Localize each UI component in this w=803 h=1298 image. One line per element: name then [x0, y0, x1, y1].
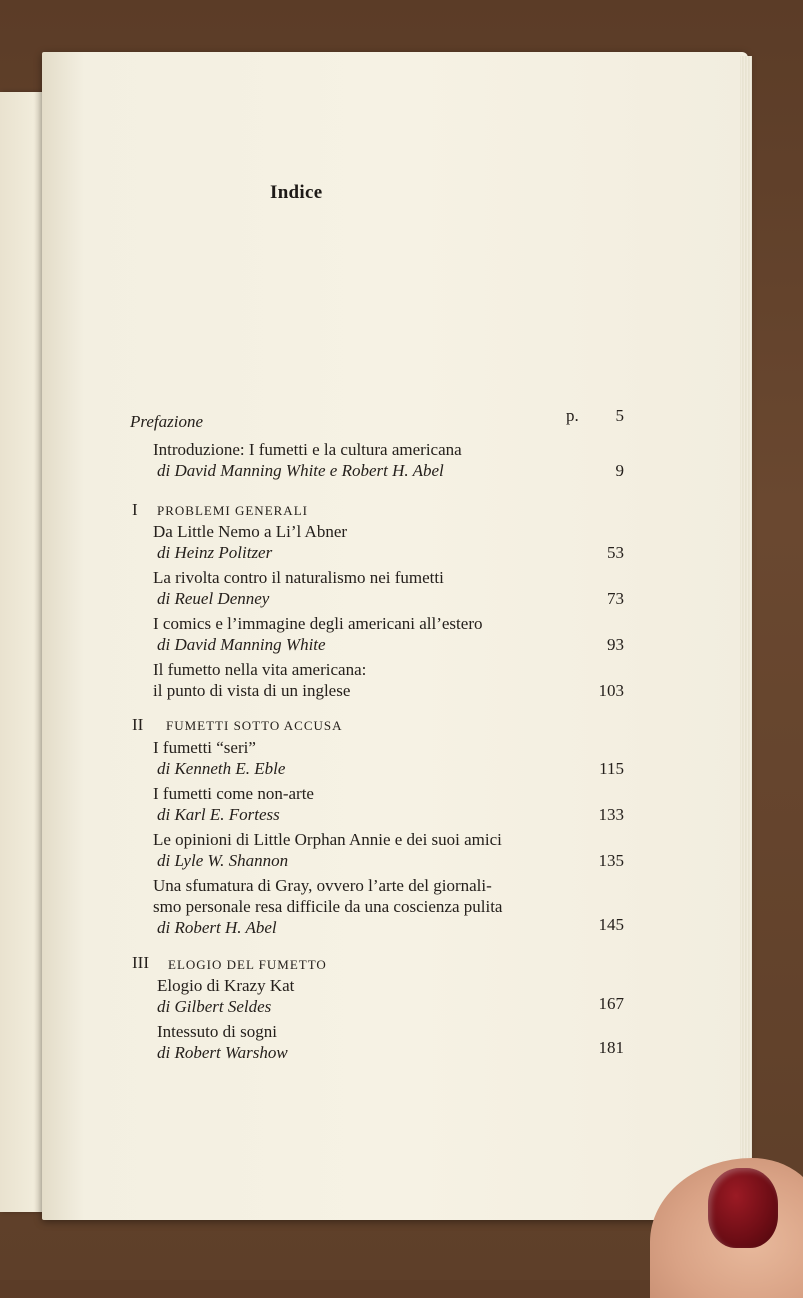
entry-2-author: di Reuel Denney	[157, 589, 270, 608]
entry-6-author: di Karl E. Fortess	[157, 805, 280, 824]
left-page	[0, 92, 48, 1212]
entry-10-title: Intessuto di sogni	[157, 1022, 277, 1041]
entry-8-title: Una sfumatura di Gray, ovvero l’arte del giornali-	[153, 876, 492, 895]
entry-1-author: di Heinz Politzer	[157, 543, 273, 562]
page-abbrev: p.	[566, 406, 579, 425]
section-1-roman: I	[132, 500, 138, 519]
book-page	[42, 52, 748, 1220]
entry-9-author: di Gilbert Seldes	[157, 997, 272, 1016]
entry-8-page: 145	[598, 915, 624, 934]
intro-page: 9	[615, 461, 624, 480]
entry-10-author: di Robert Warshow	[157, 1043, 288, 1062]
entry-7-page: 135	[598, 851, 624, 870]
entry-8-title-cont: smo personale resa difficile da una coscienza pulita	[153, 897, 503, 916]
entry-6-title: I fumetti come non-arte	[153, 784, 314, 803]
entry-9-page: 167	[598, 994, 624, 1013]
entry-10-page: 181	[598, 1038, 624, 1057]
section-2-heading: FUMETTI SOTTO ACCUSA	[166, 718, 343, 733]
entry-3-page: 93	[607, 635, 624, 654]
entry-7-author: di Lyle W. Shannon	[157, 851, 289, 870]
entry-9-title: Elogio di Krazy Kat	[157, 976, 295, 995]
section-3-roman: III	[132, 953, 149, 972]
entry-4-title: Il fumetto nella vita americana:	[153, 660, 367, 679]
entry-4-title-cont: il punto di vista di un inglese	[153, 681, 351, 700]
entry-6-page: 133	[598, 805, 624, 824]
entry-1-title: Da Little Nemo a Li’l Abner	[153, 522, 348, 541]
entry-1-page: 53	[607, 543, 624, 562]
entry-3-title: I comics e l’immagine degli americani all’estero	[153, 614, 483, 633]
section-1-heading: PROBLEMI GENERALI	[157, 503, 308, 518]
prefazione-page: 5	[615, 406, 624, 425]
index-title: Indice	[270, 182, 323, 203]
entry-2-title: La rivolta contro il naturalismo nei fumetti	[153, 568, 444, 587]
intro-title: Introduzione: I fumetti e la cultura americana	[153, 440, 462, 459]
entry-8-author: di Robert H. Abel	[157, 918, 277, 937]
entry-7-title: Le opinioni di Little Orphan Annie e dei suoi amici	[153, 830, 502, 849]
prefazione-title: Prefazione	[130, 412, 204, 431]
entry-4-page: 103	[598, 681, 624, 700]
entry-2-page: 73	[607, 589, 624, 608]
page-edge	[740, 56, 752, 1214]
entry-5-author: di Kenneth E. Eble	[157, 759, 286, 778]
entry-5-page: 115	[599, 759, 624, 778]
section-2-roman: II	[132, 715, 144, 734]
section-3-heading: ELOGIO DEL FUMETTO	[168, 957, 327, 972]
painted-nail	[708, 1168, 778, 1248]
intro-author: di David Manning White e Robert H. Abel	[157, 461, 444, 480]
entry-5-title: I fumetti “seri”	[153, 738, 256, 757]
entry-3-author: di David Manning White	[157, 635, 326, 654]
